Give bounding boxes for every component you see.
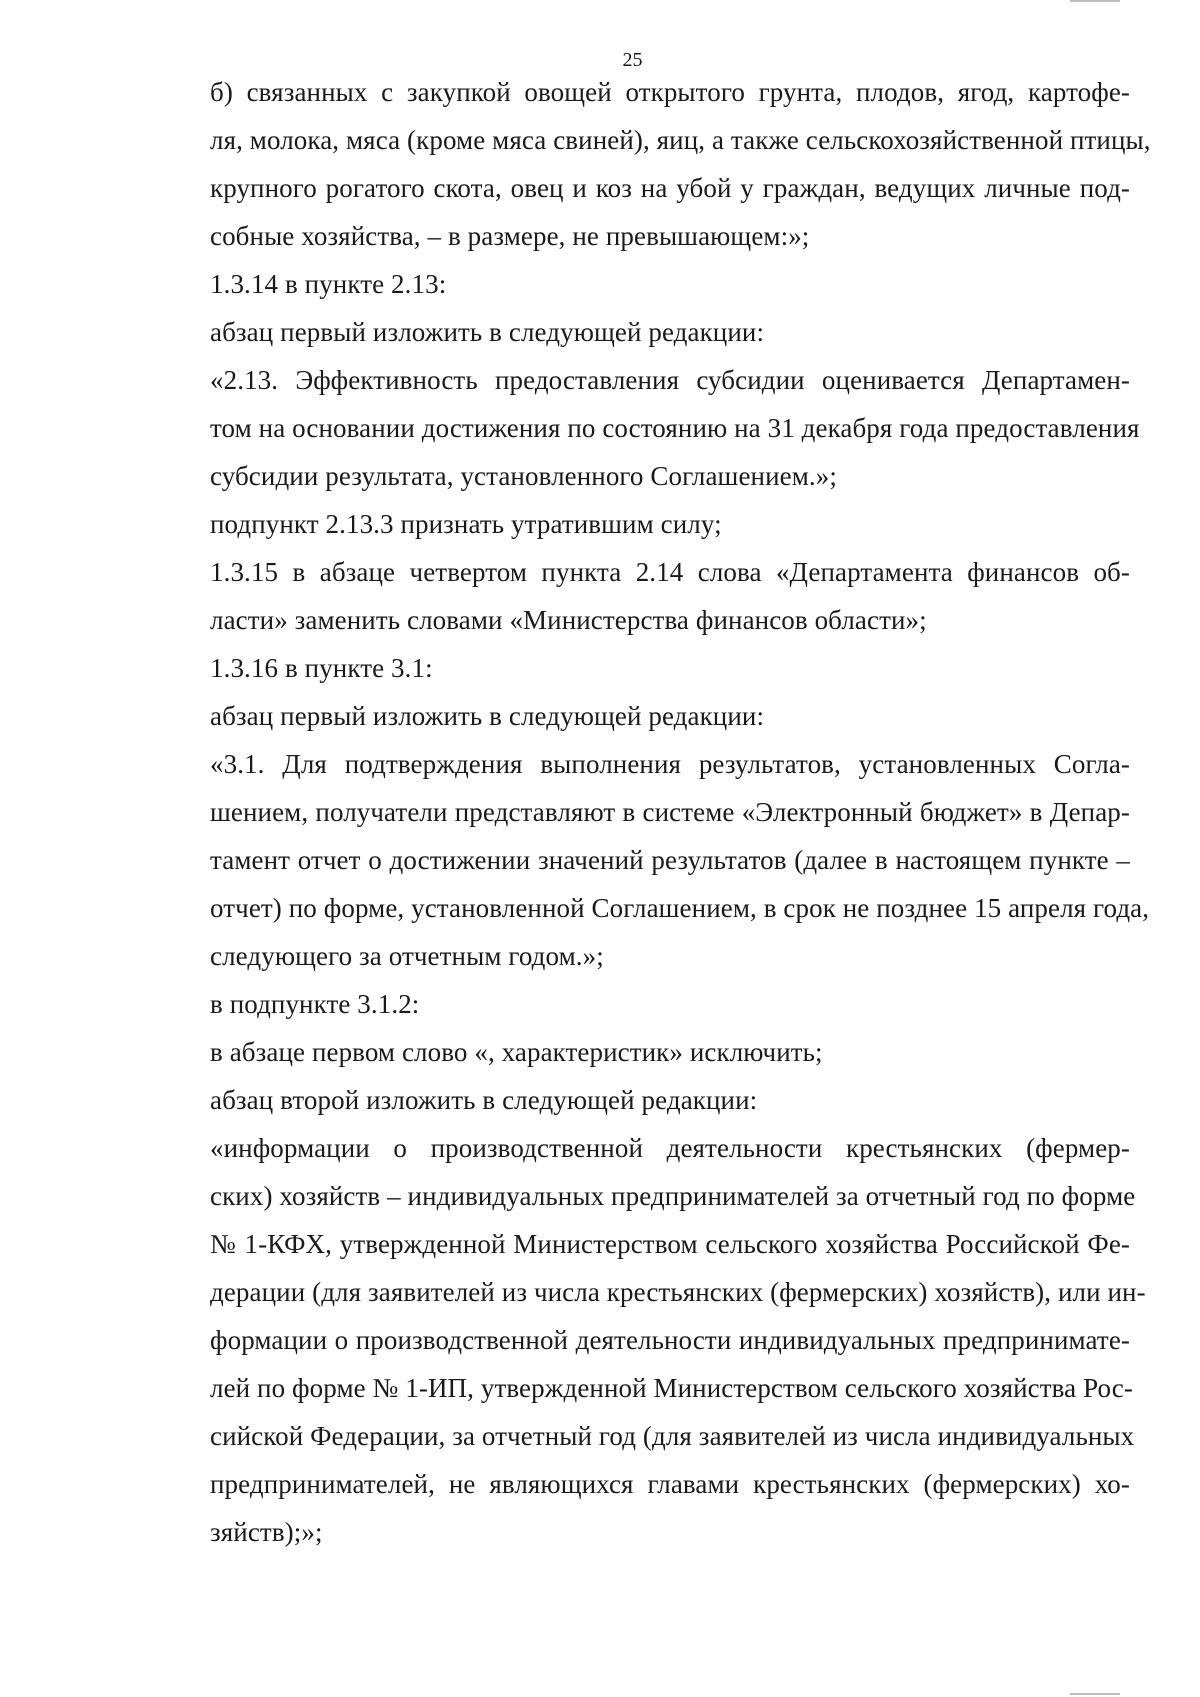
text-line: крупного рогатого скота, овец и коз на убой у граждан, ведущих личные под- <box>210 173 1130 203</box>
paragraph <box>138 68 1151 260</box>
text-line: собные хозяйства, – в размере, не превышающем:»; <box>210 221 810 251</box>
text-line: тамент отчет о достижении значений результатов (далее в настоящем пункте – <box>210 845 1130 875</box>
text-line: в абзаце первом слово «, характеристик» исключить; <box>210 1037 823 1067</box>
paragraph <box>138 740 1150 980</box>
text-line: зяйств);»; <box>210 1517 323 1547</box>
text-line: абзац первый изложить в следующей редакции: <box>210 701 765 731</box>
text-line: лей по форме № 1-ИП, утвержденной Министерством сельского хозяйства Рос- <box>210 1373 1133 1403</box>
paragraph <box>138 692 1130 740</box>
text-line: «2.13. Эффективность предоставления субсидии оценивается Департамен- <box>210 365 1130 395</box>
text-line: том на основании достижения по состоянию на 31 декабря года предоставления <box>210 413 1140 443</box>
text-line: формации о производственной деятельности индивидуальных предпринимате- <box>210 1325 1130 1355</box>
text-line: 1.3.15 в абзаце четвертом пункта 2.14 слова «Департамента финансов об- <box>210 557 1130 587</box>
page-number: 25 <box>622 49 643 71</box>
text-line: ских) хозяйств – индивидуальных предпринимателей за отчетный год по форме <box>210 1181 1136 1211</box>
text-line: в подпункте 3.1.2: <box>210 989 420 1019</box>
text-line: абзац первый изложить в следующей редакции: <box>210 317 765 347</box>
text-line: субсидии результата, установленного Соглашением.»; <box>210 461 837 491</box>
paragraph <box>138 356 1140 500</box>
text-line: сийской Федерации, за отчетный год (для заявителей из числа индивидуальных <box>210 1421 1135 1451</box>
paragraph <box>138 260 1130 308</box>
text-line: подпункт 2.13.3 признать утратившим силу; <box>210 509 722 539</box>
text-line: ля, молока, мяса (кроме мяса свиней), яиц, а также сельскохозяйственной птицы, <box>210 125 1151 155</box>
scan-edge-mark-top <box>1070 0 1120 2</box>
text-line: дерации (для заявителей из числа крестьянских (фермерских) хозяйств), или ин- <box>210 1277 1146 1307</box>
paragraph <box>138 308 1130 356</box>
text-line: предпринимателей, не являющихся главами крестьянских (фермерских) хо- <box>210 1469 1130 1499</box>
text-line: отчет) по форме, установленной Соглашением, в срок не позднее 15 апреля года, <box>210 893 1150 923</box>
paragraph <box>138 548 1130 644</box>
text-line: 1.3.14 в пункте 2.13: <box>210 269 447 299</box>
text-line: № 1-КФХ, утвержденной Министерством сельского хозяйства Российской Фе- <box>210 1229 1130 1259</box>
text-line: следующего за отчетным годом.»; <box>210 941 604 971</box>
text-line: «3.1. Для подтверждения выполнения результатов, установленных Согла- <box>210 749 1130 779</box>
paragraph <box>138 500 1130 548</box>
paragraph <box>138 1124 1146 1556</box>
text-line: б) связанных с закупкой овощей открытого грунта, плодов, ягод, картофе- <box>210 77 1130 107</box>
text-line: 1.3.16 в пункте 3.1: <box>210 653 433 683</box>
paragraph <box>138 980 1130 1028</box>
paragraph <box>138 644 1130 692</box>
text-line: «информации о производственной деятельности крестьянских (фермер- <box>210 1133 1130 1163</box>
text-line: абзац второй изложить в следующей редакции: <box>210 1085 758 1115</box>
text-line: ласти» заменить словами «Министерства финансов области»; <box>210 605 927 635</box>
scan-edge-mark-bottom <box>1070 1693 1120 1695</box>
paragraph <box>138 1076 1130 1124</box>
document-body <box>138 68 1151 1556</box>
paragraph <box>138 1028 1130 1076</box>
text-line: шением, получатели представляют в системе «Электронный бюджет» в Депар- <box>210 797 1130 827</box>
